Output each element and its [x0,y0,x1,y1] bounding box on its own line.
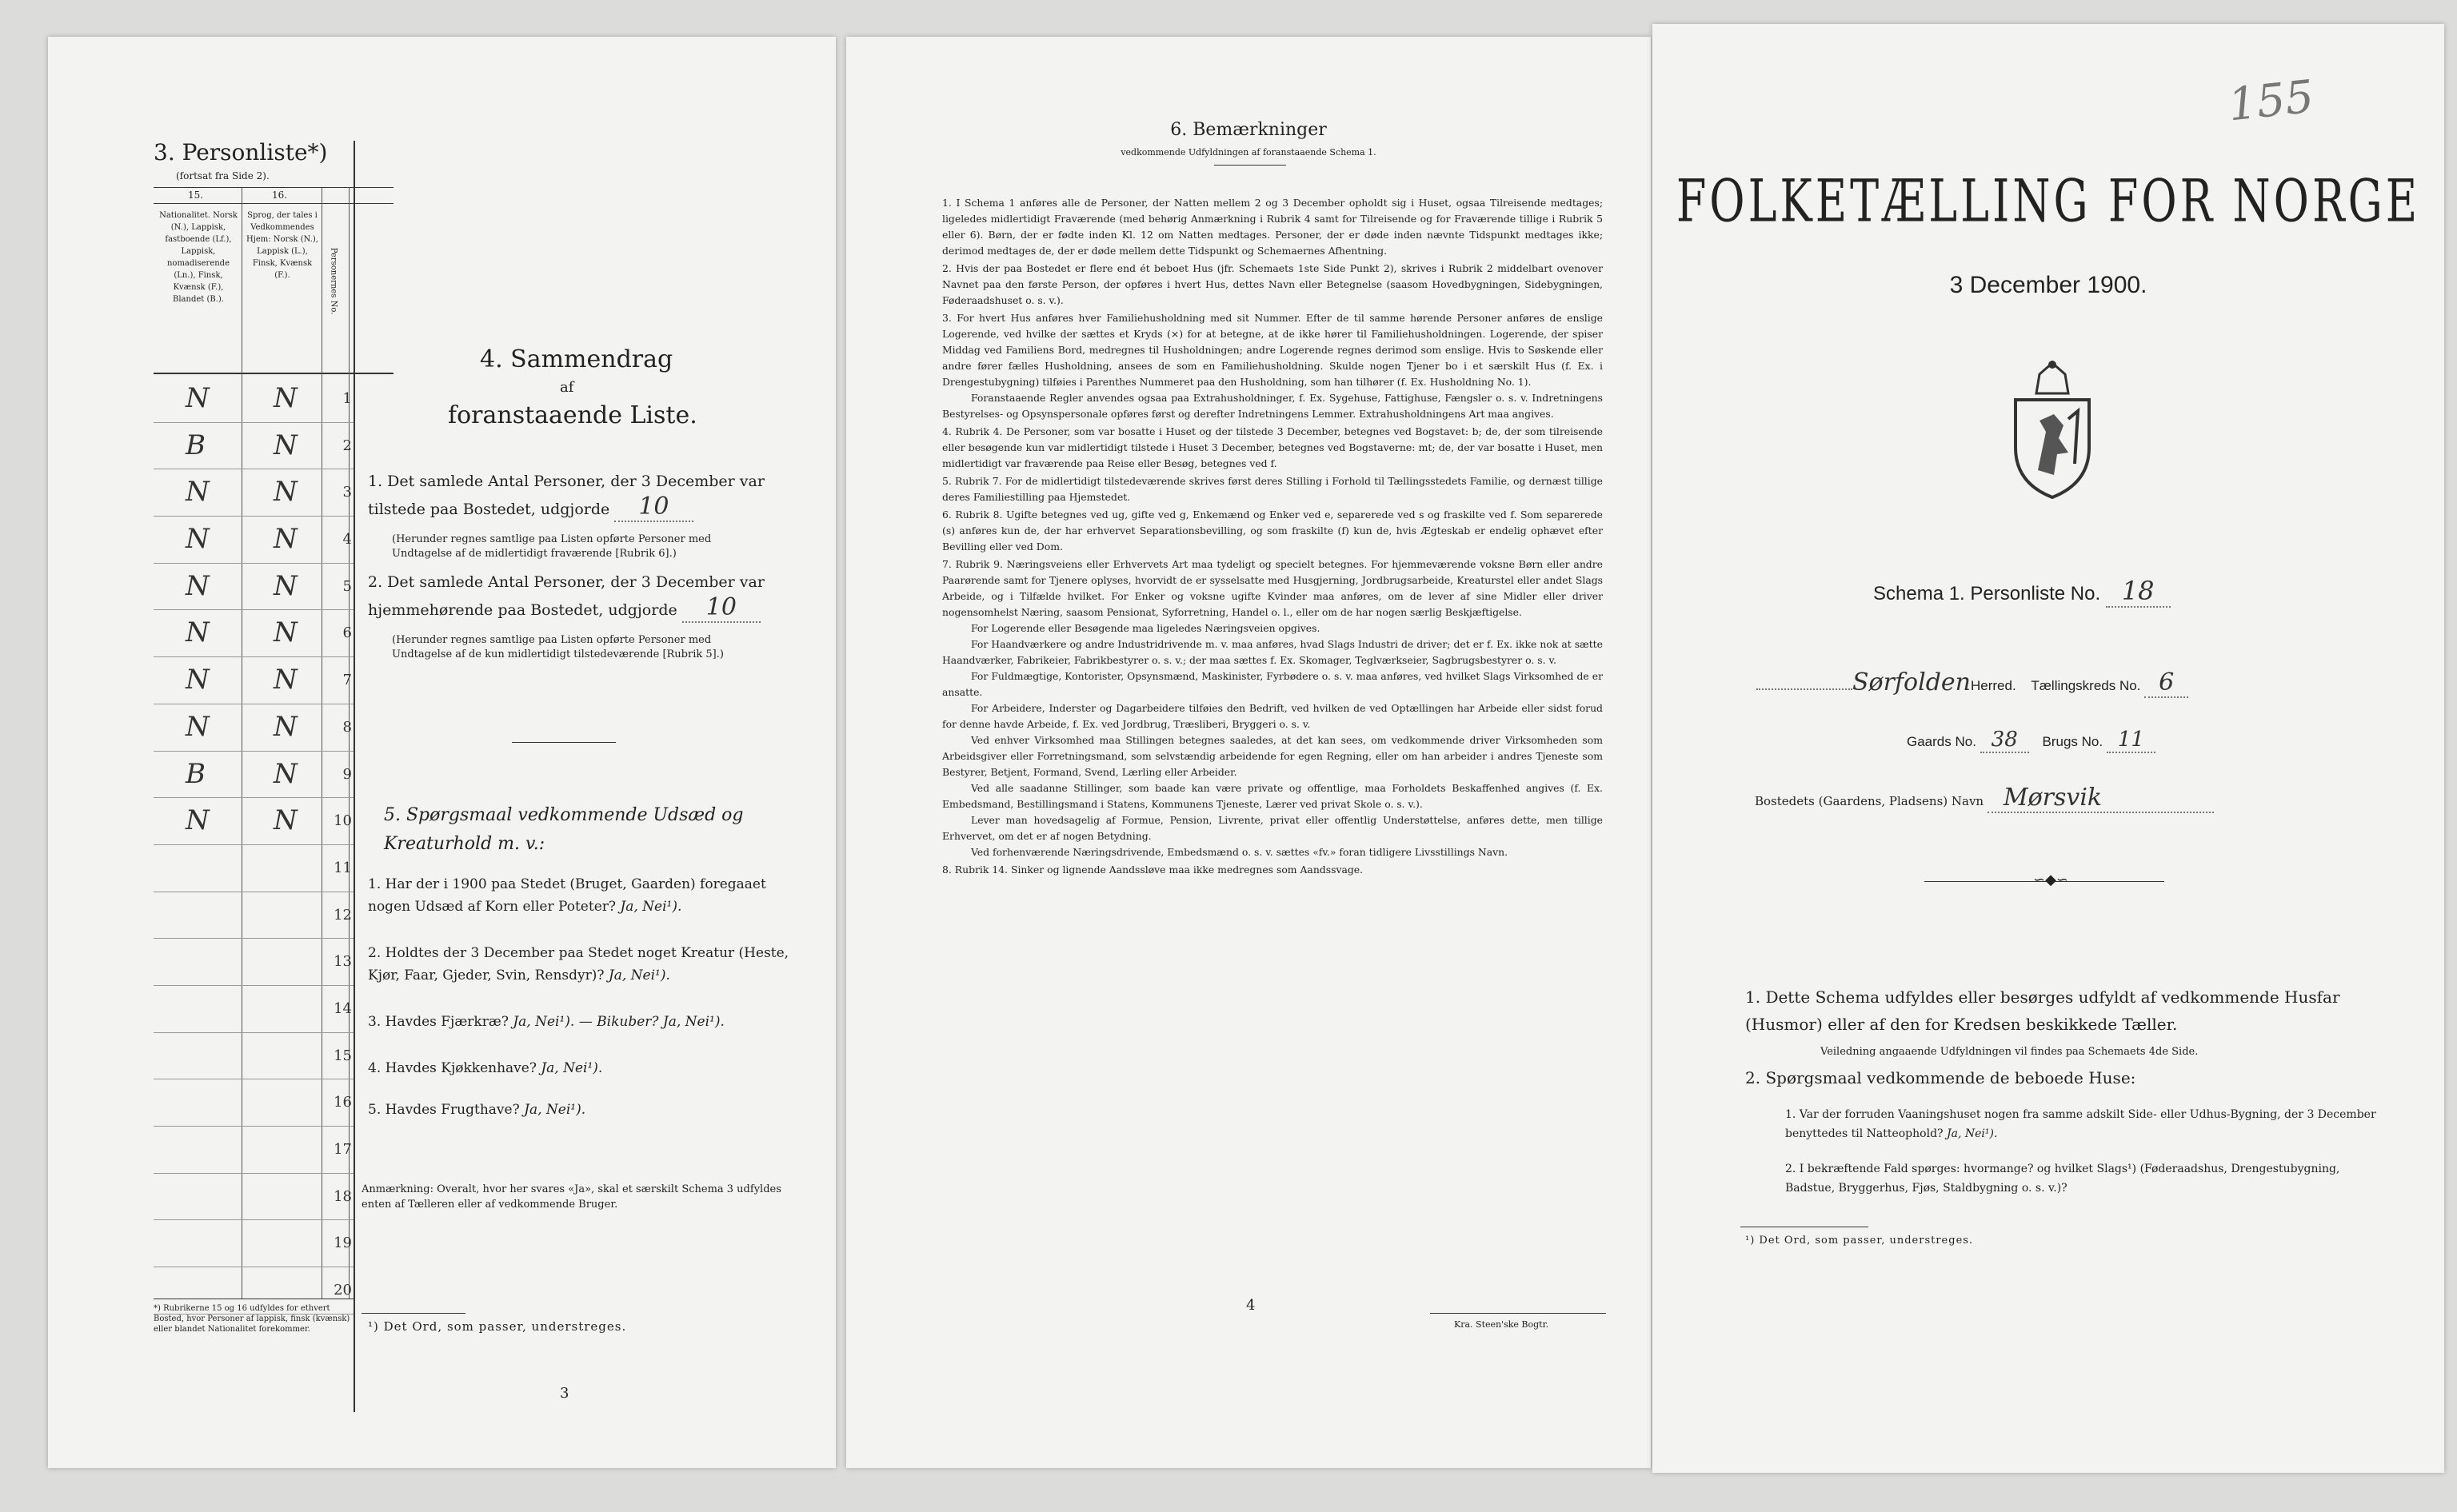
archive-number: 155 [2225,70,2316,132]
herred-value: Sørfolden [1852,668,1971,696]
q3 [368,1011,800,1033]
nationality-cell: N [186,523,210,556]
table-row [154,939,354,986]
census-date: 3 December 1900. [1949,272,2147,298]
nationality-cell: N [186,664,210,696]
herred-line [1756,668,2412,696]
row-number: 3 [342,484,352,501]
q2 [368,942,800,987]
row-number: 1 [342,390,352,407]
remark-paragraph: For Arbeidere, Inderster og Dagarbeidere tilføies den Bedrift, ved hvilken de ved Optællingen har Arbeide eller sidst forud for denne havde Arbeide, f. Ex. ved Jordbrug, Træsliberi, Bryggeri o. s. v. [942,702,1603,730]
row-number: 11 [334,859,352,876]
row-number: 15 [334,1047,352,1064]
row-number: 4 [342,531,352,549]
table-row [154,469,354,517]
table-row [154,610,354,657]
language-cell: N [274,382,298,414]
remark-paragraph: 4. Rubrik 4. De Personer, som var bosatte i Huset og der tilstede 3 December, betegnes ved Bogstavet: b; de, der som tilreisende eller besøgende kun var midlertidigt tilstede i Huset 3 December, betegnes ved Bogstaverne: mt; de, der var bosatte i Huset, men midlertidigt var fraværende paa Reise eller Besøg, betegnes ved f. [942,425,1603,469]
row-number: 18 [334,1187,352,1205]
q2-text: 2. Holdtes der 3 December paa Stedet noget Kreatur (Heste, Kjør, Faar, Gjeder, Svin, Rensdyr)? [368,945,789,983]
sporgsmaal-title: 5. Spørgsmaal vedkommende Udsæd og Kreaturhold m. v.: [384,805,744,854]
ornament-icon: ∽◆∽ [2033,872,2069,888]
herred-label: Herred. [1971,678,2016,693]
language-cell: N [274,804,298,837]
remark-paragraph: For Haandværkere og andre Industridrivende m. v. maa anføres, hvad Slags Industri de driver; det er f. Ex. ikke nok at sætte Haandværker, Fabrikeier, Fabrikbestyrer o. s. v.; der maa sættes f. Ex. Skomager, Teglværkseier, Sagbrugsbestyrer o. s. v. [942,638,1603,666]
middle-page-number: 4 [1246,1297,1256,1314]
q5 [368,1099,800,1121]
q1-text: 1. Har der i 1900 paa Stedet (Bruget, Gaarden) foregaaet nogen Udsæd af Korn eller Poteter? [368,876,766,915]
middle-page [846,37,1651,1468]
item2-note: (Herunder regnes samtlige paa Listen opførte Personer med Undtagelse af de kun midlertidigt tilstedeværende [Rubrik 5].) [392,634,724,660]
row-number: 16 [334,1094,352,1111]
table-row [154,376,354,423]
q3-text: 3. Havdes Fjærkræ? [368,1014,509,1030]
col-no-header: Personernes No. [329,247,338,315]
bemerkninger-title: 6. Bemærkninger [1170,120,1327,140]
table-row [154,1079,354,1127]
remark-paragraph: 3. For hvert Hus anføres hver Familiehusholdning med sit Nummer. Efter de til samme hørende Personer anføres de enslige Logerende, ved hvilke der sættes et Kryds (×) for at betegne, at de ikke hører til Familiehusholdningen. Logerende, der spiser Middag ved Familiens Bord, medregnes til Husholdningen; andre Logerende regnes derimod som enslige. Hvis to Søskende eller andre fører fælles Husholdning, ansees de som en Familiehusholdning. Skulde nogen Tjener bo i et særskilt Hus (f. Ex. i Drengestubygning) tilføies i Parenthes Nummeret paa den Husholdning, som han tilhører (f. Ex. Husholdning No. 1). [942,312,1603,388]
table-row [154,1127,354,1174]
personliste-footnote: *) Rubrikerne 15 og 16 udfyldes for ethvert Bosted, hvor Personer af lappisk, finsk (kvænsk) eller blandet Nationalitet forekommer. [154,1304,350,1334]
personliste-rows [154,376,354,1315]
row-number: 13 [334,953,352,971]
table-row [154,704,354,752]
instruction-1: 1. Dette Schema udfyldes eller besørges udfyldt af vedkommende Husfar (Husmor) eller af den for Kredsen beskikkede Tæller. [1745,987,2340,1034]
remark-paragraph: 2. Hvis der paa Bostedet er flere end ét beboet Hus (jfr. Schemaets 1ste Side Punkt 2), skrives i Rubrik 2 middelbart ovenover Navnet paa den første Person, der opføres i hvert Hus, dettes Navn eller Betegnelse (saasom Hovedbygningen, Sidebygningen, Føderaadshuset o. s. v.). [942,262,1603,306]
house-q1-text: 1. Var der forruden Vaaningshuset nogen fra samme adskilt Side- eller Udhus-Bygning, der 3 December benyttedes til Natteophold? [1785,1108,2376,1140]
bosted-label: Bostedets (Gaardens, Pladsens) Navn [1755,794,1984,808]
census-title: FOLKETÆLLING FOR NORGE [1676,166,2421,236]
row-number: 2 [342,437,352,454]
q5-answer: Ja, Nei¹). [524,1102,586,1118]
schema-number: 18 [2106,576,2171,608]
right-page [1652,24,2444,1473]
sammendrag-title: 4. Sammendrag [480,345,673,373]
table-row [154,892,354,940]
row-number: 5 [342,577,352,595]
remark-paragraph: For Fuldmægtige, Kontorister, Opsynsmænd, Maskinister, Fyrbødere o. s. v. maa anføres, ved hvilket Slags Virksomhed de er ansatte. [942,670,1603,698]
remark-paragraph: Ved forhenværende Næringsdrivende, Embedsmænd o. s. v. sættes «fv.» foran tidligere Livsstillings Navn. [971,846,1508,858]
table-row [154,1174,354,1221]
remark-paragraph: 5. Rubrik 7. For de midlertidigt tilstedeværende skrives først deres Stilling i Forhold til Tællingsstedets Familie, og dernæst tillige deres Familiestilling paa Hjemstedet. [942,475,1603,503]
remark-paragraph: 8. Rubrik 14. Sinker og lignende Aandssløve maa ikke medregnes som Aandssvage. [942,864,1364,876]
table-row [154,845,354,892]
personliste-title: 3. Personliste*) [154,139,328,166]
q4 [368,1057,800,1079]
bemerkninger-subtitle: vedkommende Udfyldningen af foranstaaende Schema 1. [1121,147,1376,158]
item1-value: 10 [614,493,693,522]
row-number: 9 [342,765,352,783]
item2-value: 10 [682,593,761,623]
q4-text: 4. Havdes Kjøkkenhave? [368,1060,537,1076]
nationality-cell: N [186,476,210,509]
remark-paragraph: Lever man hovedsagelig af Formue, Pension, Livrente, privat eller offentlig Understøttelse, anføres dette, men tillige Erhvervet, om det er af nogen Betydning. [942,814,1603,842]
language-cell: N [274,616,298,649]
instruction-2: 2. Spørgsmaal vedkommende de beboede Huse: [1745,1068,2136,1087]
table-row [154,564,354,611]
col15-header: Nationalitet. Norsk (N.), Lappisk, fastboende (Lf.), Lappisk, nomadiserende (Ln.), Finsk, Kvænsk (F.), Blandet (B.). [159,211,238,304]
table-row [154,1033,354,1080]
kreds-number: 6 [2144,668,2188,698]
gaards-line [1907,728,2155,752]
row-number: 20 [334,1282,352,1299]
table-row [154,657,354,704]
instruction-1-note: Veiledning angaaende Udfyldningen vil findes paa Schemaets 4de Side. [1820,1046,2199,1058]
row-number: 10 [334,812,352,830]
sammendrag-item-2 [368,569,784,623]
language-cell: N [274,429,298,461]
sammendrag-item-1 [368,469,784,522]
sammendrag-af: af [560,379,574,396]
table-row [154,798,354,845]
nationality-cell: N [186,710,210,743]
bemerkninger-body [942,193,1603,878]
gaards-number: 38 [1980,728,2029,753]
row-number: 17 [334,1141,352,1158]
item1-note: (Herunder regnes samtlige paa Listen opførte Personer med Undtagelse af de midlertidigt fraværende [Rubrik 6].) [392,533,712,560]
bosted-line [1755,784,2411,812]
table-row [154,1220,354,1267]
left-page-number: 3 [560,1385,569,1402]
right-footnote: ¹) Det Ord, som passer, understreges. [1745,1235,1974,1247]
q2-answer: Ja, Nei¹). [608,967,670,983]
q5-text: 5. Havdes Frugthave? [368,1102,520,1118]
house-question-1 [1785,1105,2377,1143]
gaards-label: Gaards No. [1907,734,1976,749]
nationality-cell: B [186,429,206,461]
row-number: 8 [342,718,352,736]
language-cell: N [274,476,298,509]
table-row [154,752,354,799]
q1 [368,873,800,918]
remark-paragraph: 1. I Schema 1 anføres alle de Personer, der Natten mellem 2 og 3 December opholdt sig i Huset, ogsaa Tilreisende medtages; ligeledes midlertidigt Fraværende (med behørig Anmærkning i Rubrik 4 samt for Tilreisende og for Fraværende tillige i Rubrik 5 eller 6). Børn, der er fødte inden Kl. 12 om Natten medtages. Personer, der er døde inden nævnte Tidspunkt medtages ikke; derimod medtages de, der er døde mellem dette Tidspunkt og Schemaernes Afhentning. [942,197,1603,257]
remark-paragraph: Foranstaaende Regler anvendes ogsaa paa Extrahusholdninger, f. Ex. Sygehuse, Fattighuse, Fængsler o. s. v. Indretningens Bestyrelses- og Opsynspersonale opføres først og derefter Indretningens Lemmer. Extrahusholdningens Art maa angives. [942,392,1603,420]
nationality-cell: B [186,757,206,790]
remark-paragraph: Ved alle saadanne Stillinger, som baade kan være private og offentlige, maa Forholdets Beskaffenhed angives (f. Ex. Embedsmand, Bestillingsmand i Statens, Kommunens Tjeneste, Lærer ved privat Skole o. s. v.). [942,782,1603,810]
anmerkning: Anmærkning: Overalt, hvor her svares «Ja», skal et særskilt Schema 3 udfyldes enten af Tælleren eller af vedkommende Bruger. [362,1183,781,1211]
item1-text: 1. Det samlede Antal Personer, der 3 December var tilstede paa Bostedet, udgjorde [368,473,765,518]
left-footnote: ¹) Det Ord, som passer, understreges. [368,1319,627,1334]
q1-answer: Ja, Nei¹). [620,899,682,915]
schema-line [1873,576,2171,606]
remark-paragraph: 7. Rubrik 9. Næringsveiens eller Erhvervets Art maa tydeligt og specielt betegnes. For hjemmeværende voksne Børn eller andre Paarørende samt for Tjenere oplyses, hvorvidt de er sysselsatte med Husgjerning, Jordbrugsarbeide, Kreaturstel eller andet Slags Arbeide, og i Tilfælde hvilket. For Enker og voksne ugifte Kvinder maa anføres, om de lever af sine Midler eller driver nogensomhelst Næring, saasom Pensionat, Syforretning, Handel o. l., eller om de har nogen særlig Beskjæftigelse. [942,558,1603,618]
row-number: 19 [334,1235,352,1252]
bosted-value: Mørsvik [1988,784,2214,813]
row-number: 14 [334,999,352,1017]
schema-label: Schema 1. Personliste No. [1873,583,2101,604]
language-cell: N [274,664,298,696]
house-q1-answer: Ja, Nei¹). [1947,1127,1998,1140]
row-number: 6 [342,624,352,642]
language-cell: N [274,569,298,602]
kreds-label: Tællingskreds No. [2031,678,2141,693]
row-number: 12 [334,906,352,924]
left-page [48,37,836,1468]
table-row [154,986,354,1033]
language-cell: N [274,757,298,790]
house-question-2: 2. I bekræftende Fald spørges: hvormange? og hvilket Slags¹) (Føderaadshus, Drengestubygning, Badstue, Bryggerhus, Fjøs, Staldbygning o. s. v.)? [1785,1163,2340,1195]
nationality-cell: N [186,616,210,649]
brugs-number: 11 [2107,728,2155,753]
norway-coat-of-arms-icon [2008,358,2097,502]
remark-paragraph: For Logerende eller Besøgende maa ligeledes Næringsveien opgives. [971,622,1320,634]
nationality-cell: N [186,382,210,414]
sammendrag-subtitle: foranstaaende Liste. [448,401,697,429]
personliste-subtitle: (fortsat fra Side 2). [176,170,270,182]
printer-note: Kra. Steen'ske Bogtr. [1454,1319,1549,1330]
table-row [154,517,354,564]
remark-paragraph: 6. Rubrik 8. Ugifte betegnes ved ug, gifte ved g, Enkemænd og Enker ved e, separerede ved s og fraskilte ved f. Som separerede (s) anføres kun de, der har erhvervet Separationsbevilling, og som fraskilte (f) kun de, hvis Ægteskab er endelig ophævet efter Bevilling eller ved Dom. [942,509,1603,553]
remark-paragraph: Ved enhver Virksomhed maa Stillingen betegnes saaledes, at det kan sees, om vedkommende driver Virksomheden som Arbeidsgiver eller Forretningsmand, som selvstændig arbeidende for egen Regning, eller om han arbeider i andres Tjeneste som Bestyrer, Betjent, Formand, Svend, Lærling eller Arbeider. [942,734,1603,778]
table-row [154,423,354,470]
nationality-cell: N [186,804,210,837]
language-cell: N [274,523,298,556]
brugs-label: Brugs No. [2042,734,2103,749]
col16-header: Sprog, der tales i Vedkommendes Hjem: Norsk (N.), Lappisk (L.), Finsk, Kvænsk (F.). [246,211,318,280]
herred-dots [1756,688,1852,690]
col16-number: 16. [272,189,288,201]
sporgsmaal-list [368,873,800,1121]
language-cell: N [274,710,298,743]
row-number: 7 [342,672,352,689]
col15-number: 15. [188,189,204,201]
q3-answer: Ja, Nei¹). — Bikuber? Ja, Nei¹). [513,1014,725,1030]
item2-text: 2. Det samlede Antal Personer, der 3 December var hjemmehørende paa Bostedet, udgjorde [368,573,765,619]
nationality-cell: N [186,569,210,602]
q4-answer: Ja, Nei¹). [541,1060,603,1076]
